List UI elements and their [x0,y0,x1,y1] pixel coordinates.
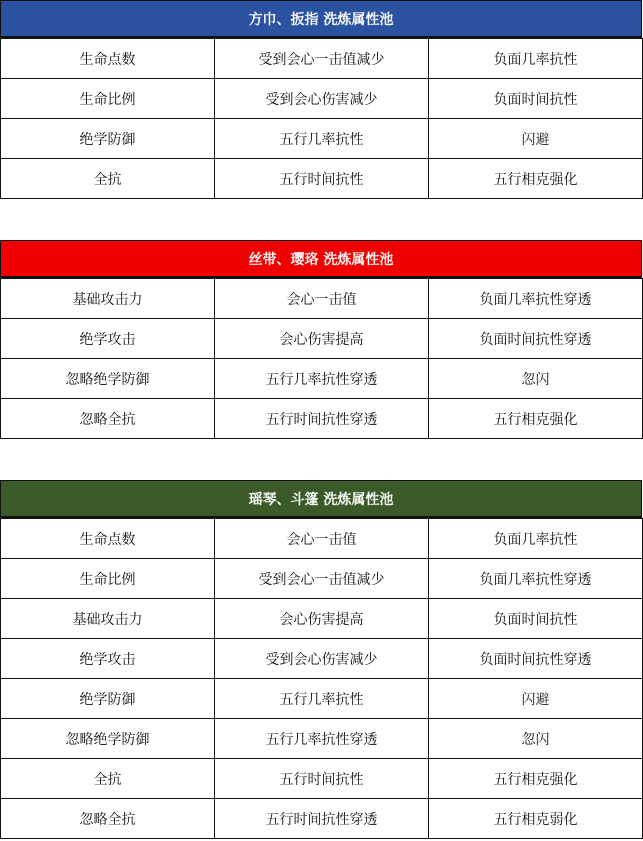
table-cell: 五行几率抗性 [215,679,429,719]
table-cell: 会心一击值 [215,519,429,559]
table-cell: 绝学攻击 [1,639,215,679]
table-cell: 生命比例 [1,559,215,599]
table-cell: 五行时间抗性穿透 [215,399,429,439]
table-cell: 五行相克弱化 [429,799,643,839]
attribute-grid [0,38,643,199]
table-cell: 会心伤害提高 [215,599,429,639]
table-cell: 全抗 [1,159,215,199]
table-row [1,279,643,319]
table-cell: 负面几率抗性穿透 [429,279,643,319]
attribute-table-fangjin [0,0,642,199]
table-row [1,159,643,199]
table-header: 瑶琴、斗篷 洗炼属性池 [0,480,642,518]
table-cell: 生命点数 [1,39,215,79]
table-cell: 受到会心一击值减少 [215,559,429,599]
table-cell: 生命比例 [1,79,215,119]
table-cell: 忽闪 [429,719,643,759]
table-row [1,599,643,639]
attribute-grid [0,278,643,439]
table-row [1,519,643,559]
table-cell: 闪避 [429,679,643,719]
table-row [1,359,643,399]
table-cell: 会心伤害提高 [215,319,429,359]
table-cell: 受到会心伤害减少 [215,79,429,119]
table-cell: 忽略绝学防御 [1,719,215,759]
table-cell: 负面几率抗性 [429,519,643,559]
table-row [1,39,643,79]
table-row [1,79,643,119]
table-header: 方巾、扳指 洗炼属性池 [0,0,642,38]
table-row [1,399,643,439]
table-cell: 负面时间抗性穿透 [429,639,643,679]
attribute-table-sidai [0,240,642,439]
attribute-grid [0,518,643,839]
table-cell: 绝学防御 [1,119,215,159]
table-cell: 基础攻击力 [1,599,215,639]
table-cell: 五行时间抗性 [215,159,429,199]
table-cell: 五行相克强化 [429,399,643,439]
table-row [1,719,643,759]
table-cell: 受到会心伤害减少 [215,639,429,679]
table-cell: 负面几率抗性穿透 [429,559,643,599]
table-cell: 负面几率抗性 [429,39,643,79]
table-cell: 忽闪 [429,359,643,399]
table-cell: 会心一击值 [215,279,429,319]
table-cell: 忽略全抗 [1,399,215,439]
table-row [1,319,643,359]
table-cell: 闪避 [429,119,643,159]
table-cell: 五行相克强化 [429,159,643,199]
table-cell: 绝学防御 [1,679,215,719]
table-row [1,759,643,799]
table-cell: 五行几率抗性穿透 [215,359,429,399]
table-cell: 忽略全抗 [1,799,215,839]
table-row [1,119,643,159]
table-header: 丝带、璎珞 洗炼属性池 [0,240,642,278]
table-cell: 全抗 [1,759,215,799]
attribute-table-yaoqin [0,480,642,839]
table-cell: 负面时间抗性 [429,599,643,639]
table-row [1,679,643,719]
table-cell: 五行时间抗性穿透 [215,799,429,839]
table-cell: 五行几率抗性 [215,119,429,159]
table-cell: 负面时间抗性 [429,79,643,119]
table-cell: 生命点数 [1,519,215,559]
table-cell: 忽略绝学防御 [1,359,215,399]
table-row [1,639,643,679]
table-cell: 受到会心一击值减少 [215,39,429,79]
table-cell: 五行时间抗性 [215,759,429,799]
table-cell: 基础攻击力 [1,279,215,319]
table-row [1,799,643,839]
table-cell: 五行几率抗性穿透 [215,719,429,759]
table-cell: 绝学攻击 [1,319,215,359]
table-cell: 五行相克强化 [429,759,643,799]
table-cell: 负面时间抗性穿透 [429,319,643,359]
table-row [1,559,643,599]
